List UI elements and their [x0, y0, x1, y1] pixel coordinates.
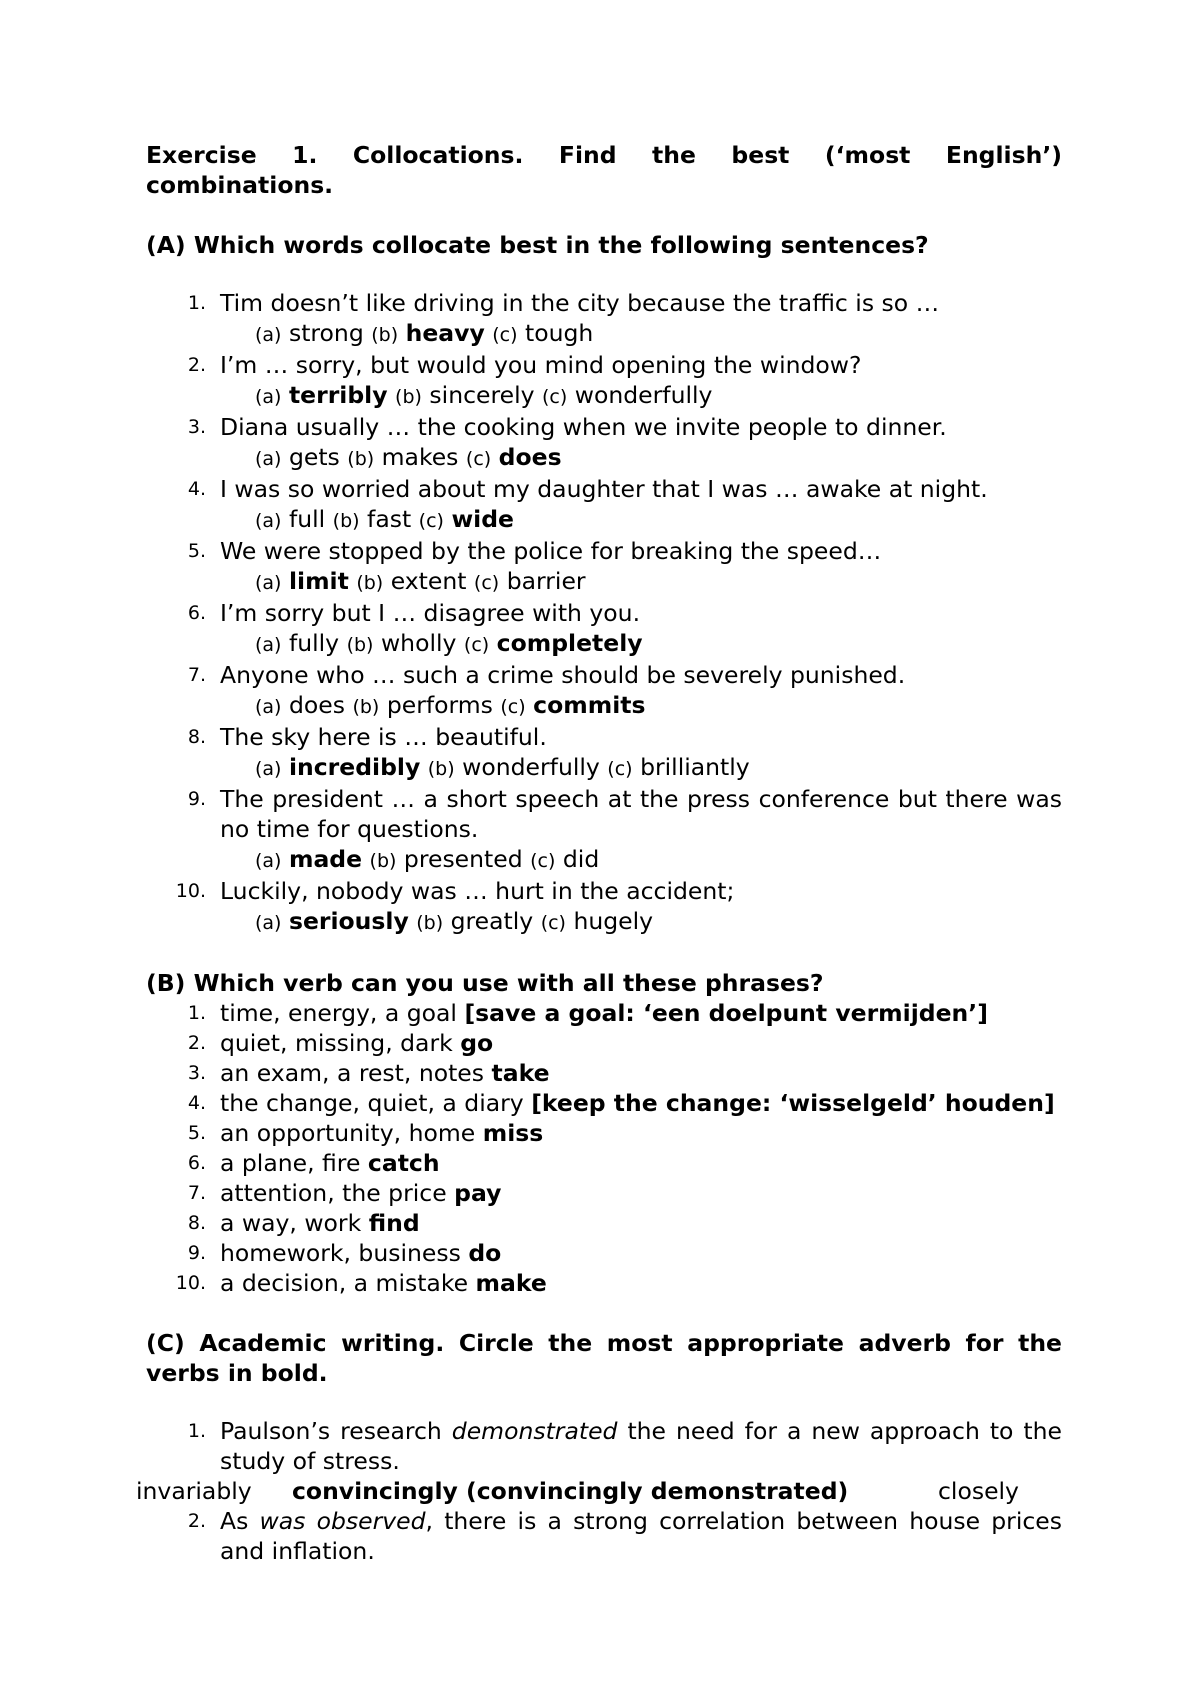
spacer: [146, 260, 1062, 288]
phrase-text: a decision, a mistake: [220, 1269, 469, 1297]
options-line: [220, 628, 1062, 660]
list-item: [146, 536, 1062, 598]
option-label: (c): [542, 386, 568, 408]
option-label: (c): [465, 448, 492, 470]
options-line: [220, 906, 1062, 938]
phrase-line: [220, 1058, 1062, 1088]
question-text: I’m … sorry, but would you mind opening the window?: [220, 351, 862, 379]
item-number: 5.: [187, 1122, 206, 1144]
adverb-option[interactable]: closely: [938, 1477, 1019, 1505]
verb-answer: [save a goal: ‘een doelpunt vermijden’]: [464, 999, 988, 1027]
section-a-list: [146, 288, 1062, 938]
item-number: 10.: [175, 1272, 206, 1294]
correct-answer[interactable]: seriously: [288, 907, 409, 935]
section-a-heading: (A) Which words collocate best in the following sentences?: [146, 231, 929, 259]
verb-answer: catch: [367, 1149, 440, 1177]
item-number: 7.: [187, 1182, 206, 1204]
verb-answer: find: [368, 1209, 420, 1237]
verb-answer: go: [460, 1029, 494, 1057]
option-label: (c): [530, 850, 556, 872]
option-word[interactable]: gets: [288, 443, 340, 471]
list-item: [146, 1028, 1062, 1058]
list-item: [146, 722, 1062, 784]
option-label: (b): [427, 758, 455, 780]
option-label: (b): [369, 850, 397, 872]
phrase-text: quiet, missing, dark: [220, 1029, 453, 1057]
phrase-line: [220, 1208, 1062, 1238]
option-word[interactable]: wholly: [380, 629, 457, 657]
option-word[interactable]: barrier: [506, 567, 586, 595]
list-item: [146, 288, 1062, 350]
options-line: [220, 504, 1062, 536]
text-segment: , there is a strong correlation between house prices and inflation.: [220, 1507, 1062, 1565]
list-item: [146, 1506, 1062, 1566]
list-item: [146, 660, 1062, 722]
item-number: 3.: [187, 1062, 206, 1084]
options-line: [220, 844, 1062, 876]
item-number: 5.: [187, 540, 206, 562]
question-text: We were stopped by the police for breaking the speed…: [220, 537, 882, 565]
option-label: (a): [255, 758, 282, 780]
item-number: 2.: [187, 1510, 206, 1532]
item-number: 2.: [187, 1032, 206, 1054]
question-text: The sky here is … beautiful.: [220, 723, 547, 751]
option-word[interactable]: does: [288, 691, 345, 719]
list-item: [146, 1416, 1062, 1476]
section-c-list: [146, 1416, 1062, 1476]
options-line: [220, 318, 1062, 350]
option-label: (b): [332, 510, 360, 532]
correct-answer[interactable]: commits: [533, 691, 646, 719]
option-label: (c): [540, 912, 566, 934]
option-label: (a): [255, 386, 282, 408]
item-number: 1.: [187, 292, 206, 314]
options-line: [220, 752, 1062, 784]
exercise-title: Exercise 1. Collocations. Find the best (‘most English’) combinations.: [146, 141, 1062, 199]
option-label: (a): [255, 912, 282, 934]
option-word[interactable]: makes: [381, 443, 459, 471]
question-text: I’m sorry but I … disagree with you.: [220, 599, 641, 627]
text-segment: Paulson’s research: [220, 1417, 442, 1445]
item-number: 6.: [187, 1152, 206, 1174]
list-item: [146, 1178, 1062, 1208]
phrase-text: attention, the price: [220, 1179, 447, 1207]
item-number: 3.: [187, 416, 206, 438]
item-number: 1.: [187, 1420, 206, 1442]
text-segment: the need for a new approach to the study of stress.: [220, 1417, 1062, 1475]
correct-answer[interactable]: does: [498, 443, 562, 471]
phrase-line: [220, 1268, 1062, 1298]
option-word[interactable]: fast: [367, 505, 412, 533]
options-line: [220, 380, 1062, 412]
phrase-text: homework, business: [220, 1239, 461, 1267]
options-line: [220, 566, 1062, 598]
question-text: Luckily, nobody was … hurt in the accident;: [220, 877, 735, 905]
correct-answer[interactable]: limit: [288, 567, 349, 595]
option-label: (b): [416, 912, 444, 934]
option-label: (b): [347, 448, 375, 470]
verb-answer: miss: [482, 1119, 544, 1147]
phrase-text: an exam, a rest, notes: [220, 1059, 485, 1087]
option-label: (c): [492, 324, 518, 346]
option-label: (b): [352, 696, 380, 718]
document-page: [136, 140, 1062, 1566]
list-item: [146, 1238, 1062, 1268]
spacer: [146, 938, 1062, 968]
option-label: (a): [255, 572, 282, 594]
correct-answer[interactable]: completely: [496, 629, 643, 657]
phrase-text: the change, quiet, a diary: [220, 1089, 524, 1117]
list-item: [146, 876, 1062, 938]
option-word[interactable]: wonderfully: [462, 753, 600, 781]
section-b-heading: (B) Which verb can you use with all these phrases?: [146, 969, 824, 997]
item-number: 6.: [187, 602, 206, 624]
verb-answer: pay: [454, 1179, 502, 1207]
phrase-line: [220, 1118, 1062, 1148]
list-item: [146, 784, 1062, 876]
item-number: 4.: [187, 478, 206, 500]
option-label: (a): [255, 696, 282, 718]
option-label: (a): [255, 324, 282, 346]
phrase-text: a way, work: [220, 1209, 362, 1237]
list-item: [146, 1088, 1062, 1118]
option-word[interactable]: greatly: [450, 907, 534, 935]
section-b-list: [146, 998, 1062, 1298]
phrase-line: [220, 1178, 1062, 1208]
question-text: [220, 1506, 1062, 1566]
adverb-option[interactable]: convincingly (convincingly demonstrated): [292, 1477, 849, 1505]
list-item: [146, 474, 1062, 536]
options-line: [220, 442, 1062, 474]
question-text: [220, 1416, 1062, 1476]
option-label: (c): [473, 572, 500, 594]
option-word[interactable]: fully: [288, 629, 340, 657]
option-label: (a): [255, 850, 282, 872]
correct-answer[interactable]: terribly: [288, 381, 388, 409]
item-number: 10.: [175, 880, 206, 902]
item-number: 9.: [187, 788, 206, 810]
item-number: 2.: [187, 354, 206, 376]
verb-answer: do: [468, 1239, 502, 1267]
phrase-line: [220, 998, 1062, 1028]
option-label: (b): [356, 572, 384, 594]
list-item: [146, 1208, 1062, 1238]
question-text: Tim doesn’t like driving in the city because the traffic is so …: [220, 289, 940, 317]
option-word[interactable]: strong: [288, 319, 364, 347]
option-word[interactable]: extent: [390, 567, 467, 595]
question-text: Diana usually … the cooking when we invite people to dinner.: [220, 413, 947, 441]
options-line: [220, 690, 1062, 722]
list-item: [146, 1118, 1062, 1148]
option-word[interactable]: did: [562, 845, 600, 873]
verb-answer: make: [475, 1269, 547, 1297]
item-number: 8.: [187, 726, 206, 748]
question-text: I was so worried about my daughter that I was … awake at night.: [220, 475, 988, 503]
phrase-text: time, energy, a goal: [220, 999, 457, 1027]
item-number: 9.: [187, 1242, 206, 1264]
list-item: [146, 412, 1062, 474]
verb-answer: take: [491, 1059, 550, 1087]
phrase-line: [220, 1088, 1062, 1118]
item-number: 8.: [187, 1212, 206, 1234]
list-item: [146, 1058, 1062, 1088]
spacer: [146, 1298, 1062, 1328]
list-item: [146, 350, 1062, 412]
option-label: (c): [463, 634, 490, 656]
italic-verb: demonstrated: [451, 1417, 618, 1445]
phrase-text: a plane, fire: [220, 1149, 361, 1177]
phrase-line: [220, 1148, 1062, 1178]
option-word[interactable]: tough: [525, 319, 594, 347]
option-word[interactable]: hugely: [573, 907, 654, 935]
option-word[interactable]: brilliantly: [640, 753, 750, 781]
option-label: (a): [255, 510, 282, 532]
option-label: (a): [255, 634, 282, 656]
list-item: [146, 1268, 1062, 1298]
section-c-heading: (C) Academic writing. Circle the most appropriate adverb for the verbs in bold.: [146, 1329, 1062, 1387]
option-word[interactable]: sincerely: [429, 381, 535, 409]
spacer: [146, 200, 1062, 230]
item-number: 7.: [187, 664, 206, 686]
option-label: (a): [255, 448, 282, 470]
question-text: Anyone who … such a crime should be severely punished.: [220, 661, 906, 689]
phrase-line: [220, 1028, 1062, 1058]
correct-answer[interactable]: incredibly: [288, 753, 421, 781]
option-word[interactable]: performs: [386, 691, 493, 719]
option-label: (b): [346, 634, 374, 656]
option-word[interactable]: presented: [403, 845, 523, 873]
phrase-text: an opportunity, home: [220, 1119, 476, 1147]
section-c-list-continued: [146, 1506, 1062, 1566]
item-number: 4.: [187, 1092, 206, 1114]
adverb-options-row: [136, 1476, 1062, 1506]
text-segment: As: [220, 1507, 249, 1535]
correct-answer[interactable]: wide: [451, 505, 514, 533]
option-label: (b): [371, 324, 399, 346]
option-label: (c): [500, 696, 526, 718]
question-text: The president … a short speech at the press conference but there was no time for questions.: [220, 785, 1062, 843]
verb-answer: [keep the change: ‘wisselgeld’ houden]: [531, 1089, 1055, 1117]
spacer: [146, 1388, 1062, 1416]
option-label: (b): [395, 386, 422, 408]
item-number: 1.: [187, 1002, 206, 1024]
correct-answer[interactable]: made: [288, 845, 363, 873]
option-label: (c): [607, 758, 633, 780]
list-item: [146, 598, 1062, 660]
option-word[interactable]: full: [288, 505, 326, 533]
list-item: [146, 998, 1062, 1028]
correct-answer[interactable]: heavy: [405, 319, 485, 347]
phrase-line: [220, 1238, 1062, 1268]
list-item: [146, 1148, 1062, 1178]
italic-verb: was observed: [259, 1507, 426, 1535]
option-label: (c): [418, 510, 444, 532]
adverb-option[interactable]: invariably: [136, 1477, 252, 1505]
option-word[interactable]: wonderfully: [574, 381, 713, 409]
